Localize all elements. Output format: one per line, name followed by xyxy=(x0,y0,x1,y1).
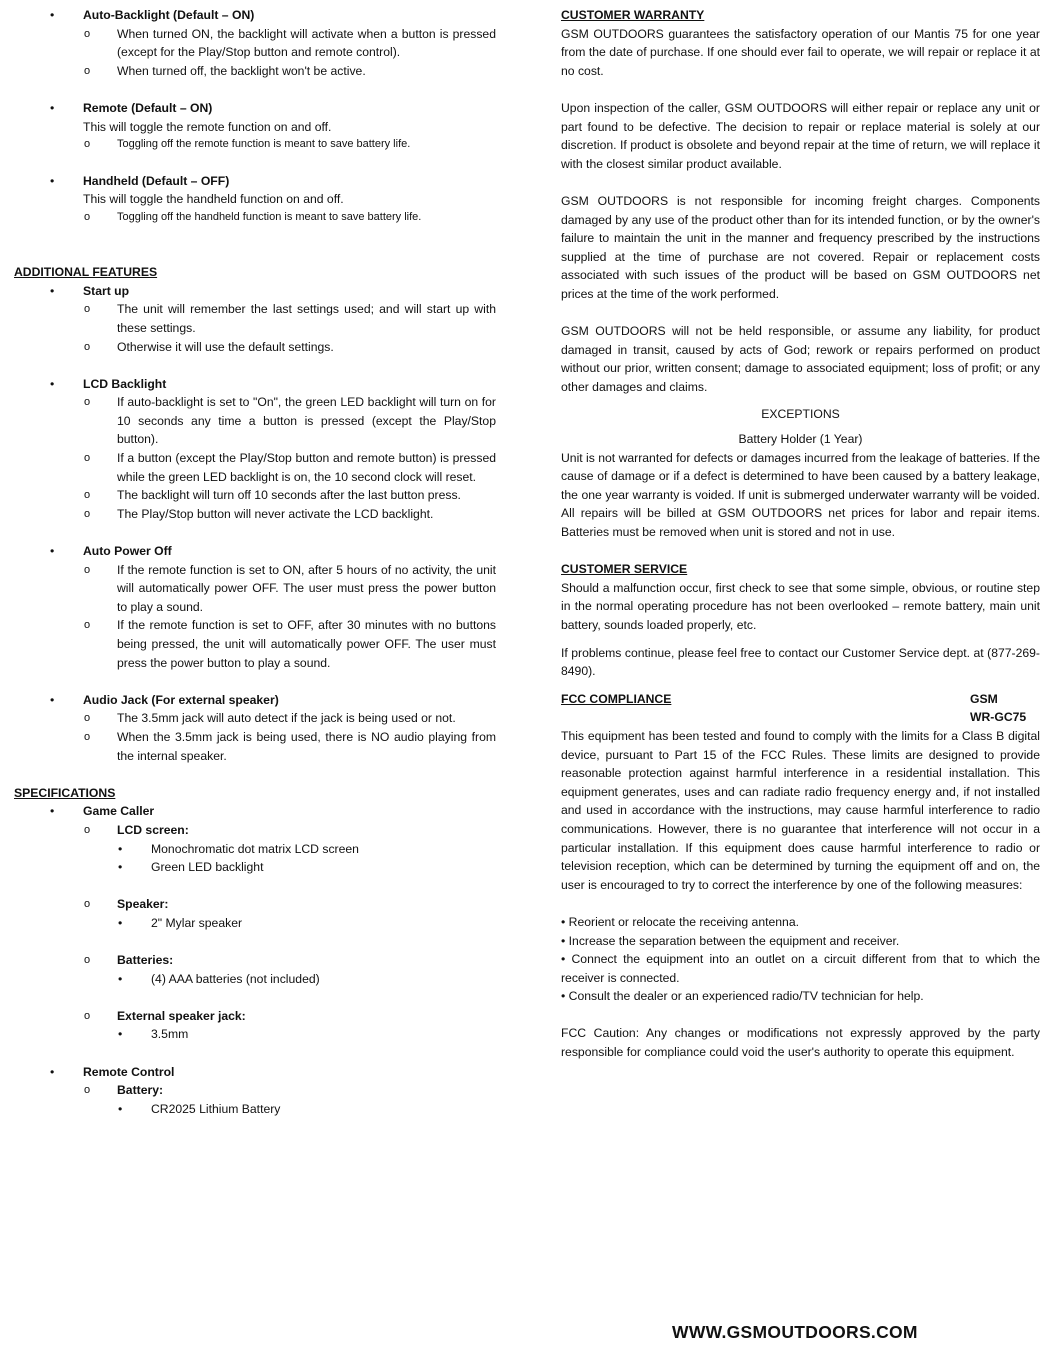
additional-features-heading: ADDITIONAL FEATURES xyxy=(14,265,158,280)
audio-jack-section: • Audio Jack (For external speaker) o The 3.5mm jack will auto detect if the jack is being used or not. o When the 3.5mm jack is being used, there is NO audio playing from the internal speaker. xyxy=(50,692,496,763)
lcd-backlight-title: LCD Backlight xyxy=(83,376,167,391)
battery-label: Battery: xyxy=(117,1083,164,1098)
auto-power-off-title: Auto Power Off xyxy=(83,544,172,559)
customer-warranty-heading: CUSTOMER WARRANTY xyxy=(561,8,705,22)
fcc-model: WR-GC75 xyxy=(970,710,1027,725)
lcd-backlight-item: If auto-backlight is set to "On", the green LED backlight will turn on for 10 seconds any time a button is pressed (except the Play/Stop button). xyxy=(117,395,496,447)
exceptions-heading: EXCEPTIONS xyxy=(761,407,840,422)
lcd-backlight-item: The Play/Stop button will never activate the LCD backlight. xyxy=(117,506,434,521)
exceptions-subheading: Battery Holder (1 Year) xyxy=(738,432,863,447)
remote-desc: This will toggle the remote function on and off. xyxy=(83,119,332,134)
remote-title: Remote (Default – ON) xyxy=(83,100,213,115)
left-column xyxy=(14,6,496,1118)
spec-item: 2" Mylar speaker xyxy=(151,915,243,930)
lcd-backlight-item: The backlight will turn off 10 seconds after the last button press. xyxy=(117,488,461,503)
start-up-section: • Start up o The unit will remember the last settings used; and will start up with these settings. o Otherwise it will use the default settings. xyxy=(50,283,496,354)
batteries-label: Batteries: xyxy=(117,953,174,968)
service-paragraph: Should a malfunction occur, first check to see that some simple, obvious, or routine step in the normal operating procedure has not been overlooked – remote battery, main unit battery, sounds loaded properly, etc. xyxy=(561,580,1040,632)
spec-item: Monochromatic dot matrix LCD screen xyxy=(151,841,359,856)
spec-item: Green LED backlight xyxy=(151,860,264,875)
handheld-title: Handheld (Default – OFF) xyxy=(83,173,230,188)
lcd-backlight-section: • LCD Backlight o If auto-backlight is set to "On", the green LED backlight will turn on for 10 seconds any time a button is pressed (except the Play/Stop button). o If a button (except the Play/Stop button and remote button) is pressed while the green LED backlight is on, the 10 second clock will reset. o The backlight will turn off 10 seconds after the last button press. o The Play/Stop button will never activate the LCD backlight. xyxy=(50,376,496,521)
fcc-compliance-heading: FCC COMPLIANCE xyxy=(561,691,672,706)
exceptions-paragraph: Unit is not warranted for defects or damages incurred from the leakage of batteries. If the cause of damage or if a defect is determined to have been caused by a battery leakage, the one year warranty is voided. If unit is submerged underwater warranty will be voided. All repairs will be billed at GSM OUTDOORS net prices for labor and repair items. Batteries must be removed when unit is stored and not in use. xyxy=(561,450,1040,540)
fcc-measure: • Consult the dealer or an experienced radio/TV technician for help. xyxy=(561,989,924,1004)
spec-item: 3.5mm xyxy=(151,1027,189,1042)
auto-power-off-item: If the remote function is set to ON, after 5 hours of no activity, the unit will automatically power OFF. The user must press the power button to play a sound. xyxy=(117,562,496,614)
fcc-header xyxy=(561,690,1040,727)
auto-backlight-item: When turned ON, the backlight will activate when a button is pressed (except for the Play/Stop button and remote control). xyxy=(117,26,496,60)
fcc-brand: GSM xyxy=(970,691,998,706)
start-up-item: The unit will remember the last settings used; and will start up with these settings. xyxy=(117,302,496,335)
start-up-item: Otherwise it will use the default settings. xyxy=(117,339,334,354)
handheld-item: Toggling off the handheld function is meant to save battery life. xyxy=(117,210,422,223)
warranty-paragraph: GSM OUTDOORS guarantees the satisfactory operation of our Mantis 75 for one year from the date of purchase. If one should ever fail to operate, we will repair or replace it at no cost. xyxy=(561,26,1040,78)
audio-jack-title: Audio Jack (For external speaker) xyxy=(83,692,279,707)
handheld-section: • Handheld (Default – OFF) This will toggle the handheld function on and off. o Toggling off the handheld function is meant to save battery life. xyxy=(14,172,496,226)
speaker-label: Speaker: xyxy=(117,897,169,912)
website-footer: WWW.GSMOUTDOORS.COM xyxy=(672,1322,918,1342)
bullet: • xyxy=(50,8,55,22)
auto-backlight-item: When turned off, the backlight won't be active. xyxy=(117,63,366,78)
lcd-screen-label: LCD screen: xyxy=(117,822,189,837)
spec-item: CR2025 Lithium Battery xyxy=(151,1101,281,1116)
fcc-measure: • Increase the separation between the equipment and receiver. xyxy=(561,933,900,948)
customer-service-heading: CUSTOMER SERVICE xyxy=(561,562,688,577)
remote-control-section: • Remote Control o Battery: • CR2025 Lithium Battery xyxy=(14,1063,496,1119)
fcc-caution: FCC Caution: Any changes or modifications not expressly approved by the party responsible for compliance could void the user's authority to operate this equipment. xyxy=(561,1026,1040,1060)
auto-power-off-section: • Auto Power Off o If the remote function is set to ON, after 5 hours of no activity, the unit will automatically power OFF. The user must press the power button to play a sound. o If the remote function is set to OFF, after 30 minutes with no buttons being pressed, the unit will automatically power OFF. The user must press the power button to play a sound. xyxy=(50,544,496,670)
audio-jack-item: The 3.5mm jack will auto detect if the jack is being used or not. xyxy=(117,711,456,726)
audio-jack-item: When the 3.5mm jack is being used, there is NO audio playing from the internal speaker. xyxy=(117,729,496,763)
start-up-title: Start up xyxy=(83,283,130,298)
remote-control-title: Remote Control xyxy=(83,1064,175,1079)
fcc-paragraph: This equipment has been tested and found to comply with the limits for a Class B digital device, pursuant to Part 15 of the FCC Rules. These limits are designed to provide reasonable protection against harmful interference in a residential installation. This equipment generates, uses and can radiate radio frequency energy and, if not installed and used in accordance with the instructions, may cause harmful interference to radio communications. However, there is no guarantee that interference will not occur in a particular installation. If this equipment does cause harmful interference to radio or television reception, which can be determined by turning the equipment off and on, the user is encouraged to try to correct the interference by one of the following measures: xyxy=(561,728,1040,892)
right-column xyxy=(561,6,1040,1062)
spec-item: (4) AAA batteries (not included) xyxy=(151,971,320,986)
game-caller-title: Game Caller xyxy=(83,804,155,819)
remote-section: • Remote (Default – ON) This will toggle the remote function on and off. o Toggling off the remote function is meant to save battery life. xyxy=(14,99,496,153)
game-caller-section: • Game Caller o LCD screen: • Monochromatic dot matrix LCD screen • Green LED backlight o Speaker: • 2" Mylar speaker o Batteries: • (4) AAA batteries (not included) o External speaker jack: • 3.5mm xyxy=(14,802,496,1044)
specifications-heading: SPECIFICATIONS xyxy=(14,785,116,800)
auto-power-off-item: If the remote function is set to OFF, after 30 minutes with no buttons being pressed, the unit will automatically power OFF. The user must press the power button to play a sound. xyxy=(117,618,496,670)
fcc-measures-list xyxy=(561,913,1040,1006)
fcc-model-block xyxy=(970,690,1040,727)
lcd-backlight-item: If a button (except the Play/Stop button and remote button) is pressed while the green LED backlight is on, the 10 second clock will reset. xyxy=(117,451,496,484)
external-speaker-jack-label: External speaker jack: xyxy=(117,1008,246,1023)
service-paragraph: If problems continue, please feel free to contact our Customer Service dept. at (877-269-8490). xyxy=(561,645,1040,679)
auto-backlight-section: • Auto-Backlight (Default – ON) o When turned ON, the backlight will activate when a button is pressed (except for the Play/Stop button and remote control). o When turned off, the backlight won't be active. xyxy=(50,8,496,78)
warranty-paragraph: Upon inspection of the caller, GSM OUTDOORS will either repair or replace any unit or part found to be defective. The decision to repair or replace material is solely at our discretion. If product is obsolete and beyond repair at the time of return, we will replace it with the closest similar product available. xyxy=(561,100,1040,171)
handheld-desc: This will toggle the handheld function on and off. xyxy=(83,192,344,207)
auto-backlight-title: Auto-Backlight (Default – ON) xyxy=(83,8,255,22)
fcc-measure: • Connect the equipment into an outlet on a circuit different from that to which the receiver is connected. xyxy=(561,952,1040,985)
remote-item: Toggling off the remote function is meant to save battery life. xyxy=(117,138,411,151)
warranty-paragraph: GSM OUTDOORS is not responsible for incoming freight charges. Components damaged by any use of the product other than for its intended function, or by the owner's failure to maintain the unit in the manner and frequency prescribed by the instructions supplied at the time of purchase are not covered. Repair or replacement costs associated with such issues of the product will be based on GSM OUTDOORS net prices at the time of the work performed. xyxy=(561,193,1040,301)
warranty-paragraph: GSM OUTDOORS will not be held responsible, or assume any liability, for product damaged in transit, caused by acts of God; rework or repairs performed on product without our prior, written consent; damage to associated equipment; loss of profit; or any other damages and claims. xyxy=(561,324,1040,394)
fcc-measure: • Reorient or relocate the receiving antenna. xyxy=(561,914,800,929)
